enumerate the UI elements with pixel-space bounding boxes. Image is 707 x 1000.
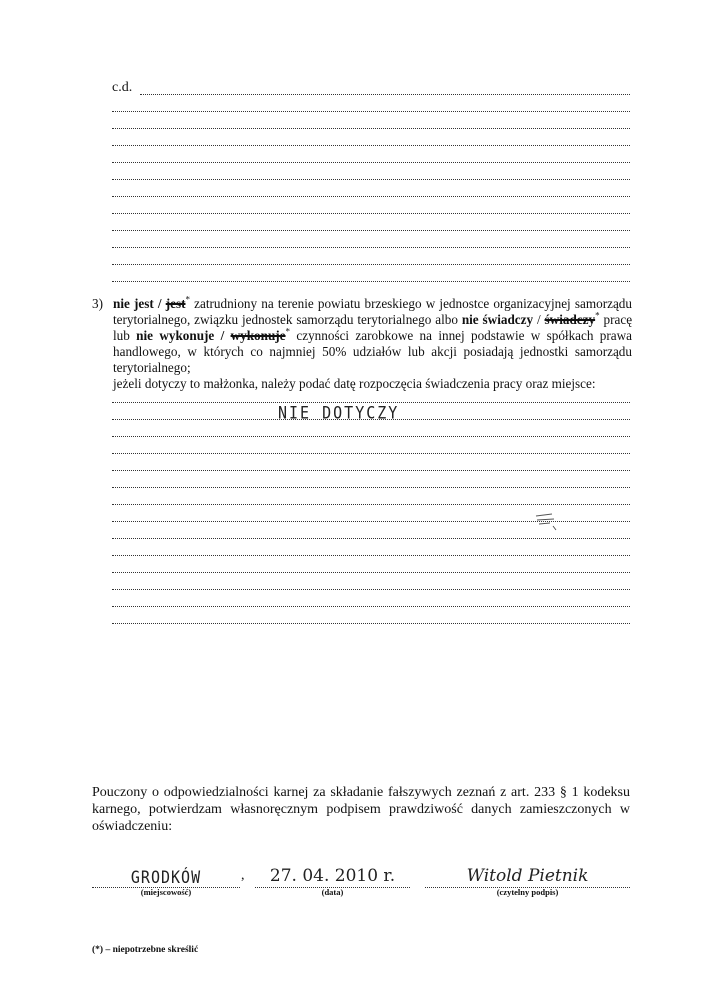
item-text-2: pracę lub [113, 312, 633, 343]
dotted-line [112, 111, 630, 112]
dotted-line [112, 470, 630, 471]
dotted-line [112, 128, 630, 129]
asterisk: * [185, 294, 190, 305]
item-3-paragraph [92, 296, 632, 392]
handwritten-answer: NIE DOTYCZY [278, 402, 400, 424]
dotted-line [112, 453, 630, 454]
dotted-line [112, 589, 630, 590]
place-field [92, 858, 240, 898]
dotted-line [112, 572, 630, 573]
item-number: 3) [92, 296, 103, 311]
signature-label: (czytelny podpis) [496, 887, 559, 897]
dotted-line [112, 230, 630, 231]
spouse-note: jeżeli dotyczy to małżonka, należy podać datę rozpoczęcia świadczenia pracy oraz miejsce: [113, 376, 596, 391]
signature-value: Witold Pietnik [466, 866, 589, 886]
dotted-line [112, 436, 630, 437]
continuation-label: c.d. [112, 80, 133, 95]
date-field [255, 858, 410, 898]
dotted-line [112, 162, 630, 163]
struck-jest: jest [165, 296, 186, 311]
item-text-1: zatrudniony na terenie powiatu brzeskiego w jednostce organizacyjnej samorządu terytorialnego, związku jednostek samorządu terytorialnego albo [113, 296, 632, 327]
dotted-line [112, 247, 630, 248]
asterisk: * [595, 310, 600, 321]
struck-swiadczy: świadczy [544, 312, 596, 327]
dotted-line [112, 145, 630, 146]
dotted-line [112, 213, 630, 214]
nie-swiadczy-text: nie świadczy [461, 312, 534, 327]
asterisk: * [285, 326, 291, 337]
dotted-line [112, 281, 630, 282]
pen-scribble-mark [534, 510, 560, 532]
dotted-line [140, 94, 630, 95]
item-text-3: czynności zarobkowe na innej podstawie w spółkach prawa handlowego, w których co najmniej 50% udziałów lub akcji posiadają jednostki samorządu terytorialnego; [113, 328, 633, 375]
dotted-line [112, 538, 630, 539]
nie-wykonuje-text: nie wykonuje / [136, 328, 225, 343]
dotted-line [112, 196, 630, 197]
place-value: GRODKÓW [130, 866, 202, 888]
slash: / [536, 312, 541, 327]
struck-wykonuje: wykonuje [230, 328, 286, 343]
comma: , [241, 868, 245, 883]
dotted-line [112, 623, 630, 624]
dotted-line [112, 606, 630, 607]
signature-field [425, 858, 630, 898]
date-label: (data) [321, 887, 344, 897]
dotted-line [112, 504, 630, 505]
dotted-line [112, 487, 630, 488]
place-label: (miejscowość) [140, 887, 192, 897]
nie-jest-text: nie jest / [113, 296, 162, 311]
declaration-text: Pouczony o odpowiedzialności karnej za składanie fałszywych zeznań z art. 233 § 1 kodeksu karnego, potwierdzam własnoręcznym podpisem prawdziwość danych zamieszczonych w oświadczeniu: [92, 785, 630, 834]
date-value: 27. 04. 2010 r. [269, 866, 396, 886]
footnote: (*) – niepotrzebne skreślić [92, 945, 199, 955]
dotted-line [112, 555, 630, 556]
dotted-line [112, 264, 630, 265]
dotted-line [112, 179, 630, 180]
